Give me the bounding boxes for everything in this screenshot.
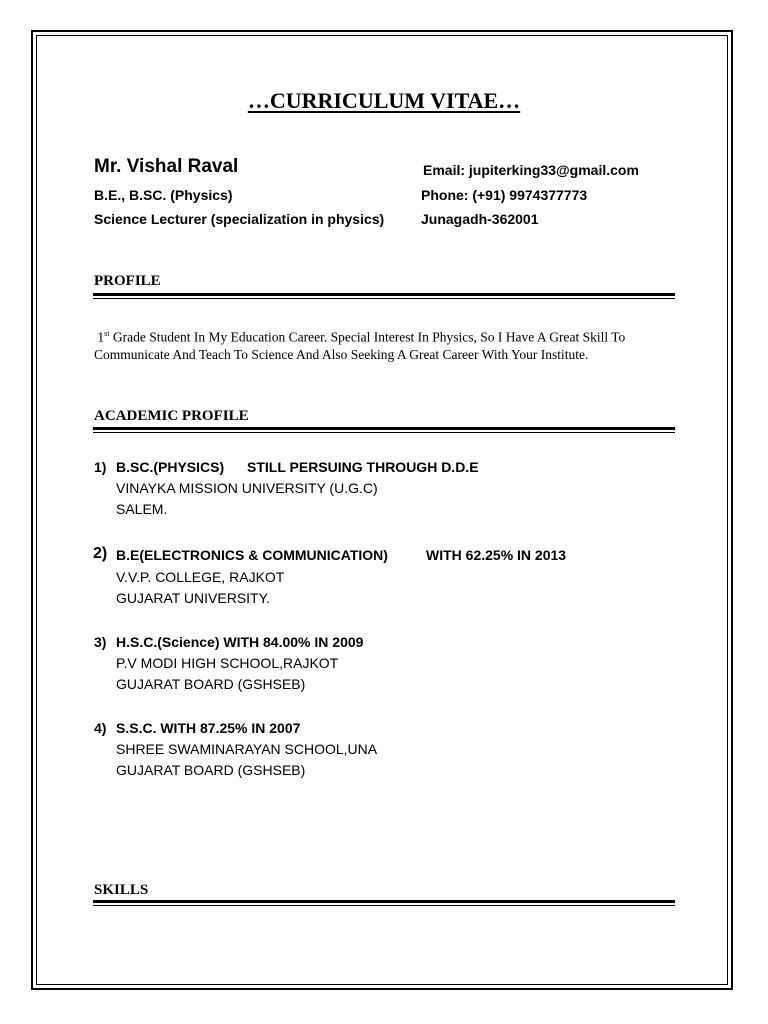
candidate-role: Science Lecturer (specialization in physics)	[94, 211, 385, 227]
academic-item-course: B.SC.(PHYSICS)	[116, 459, 225, 475]
profile-text: 1st Grade Student In My Education Career. Special Interest In Physics, So I Have A Great Skill To Communicate And Teach To Science And Also Seeking A Great Career With Your Institute.	[94, 329, 626, 362]
academic-item-detail: WITH 62.25% IN 2013	[426, 547, 567, 563]
academic-heading: ACADEMIC PROFILE	[94, 408, 249, 424]
contact-location: Junagadh-362001	[421, 211, 539, 227]
academic-item-course: S.S.C. WITH 87.25% IN 2007	[116, 720, 301, 736]
academic-item-number: 4)	[94, 720, 107, 736]
academic-item-number: 2)	[93, 545, 108, 562]
academic-item-institution: P.V MODI HIGH SCHOOL,RAJKOT	[116, 655, 339, 671]
skills-heading: SKILLS	[94, 882, 149, 898]
skills-rule-thick	[93, 900, 675, 903]
academic-item-course: H.S.C.(Science) WITH 84.00% IN 2009	[116, 634, 364, 650]
skills-rule-thin	[93, 905, 675, 906]
profile-rule-thin	[93, 298, 675, 299]
academic-item-location: SALEM.	[116, 501, 168, 517]
document-title: …CURRICULUM VITAE…	[247, 88, 521, 113]
profile-heading: PROFILE	[94, 273, 161, 289]
academic-item-location: GUJARAT BOARD (GSHSEB)	[116, 762, 306, 778]
candidate-name: Mr. Vishal Raval	[94, 156, 239, 177]
academic-item-detail: STILL PERSUING THROUGH D.D.E	[247, 459, 479, 475]
academic-item-institution: V.V.P. COLLEGE, RAJKOT	[116, 569, 285, 585]
academic-item-location: GUJARAT UNIVERSITY.	[116, 590, 271, 606]
contact-phone: Phone: (+91) 9974377773	[421, 187, 588, 203]
profile-rule-thick	[93, 293, 675, 296]
academic-rule-thin	[93, 432, 675, 433]
academic-item-institution: VINAYKA MISSION UNIVERSITY (U.G.C)	[116, 480, 378, 496]
academic-item-number: 3)	[94, 634, 107, 650]
academic-item-institution: SHREE SWAMINARAYAN SCHOOL,UNA	[116, 741, 378, 757]
contact-email: Email: jupiterking33@gmail.com	[423, 162, 639, 178]
academic-rule-thick	[93, 427, 675, 430]
academic-item-course: B.E(ELECTRONICS & COMMUNICATION)	[116, 547, 388, 563]
candidate-degree: B.E., B.SC. (Physics)	[94, 187, 233, 203]
academic-item-location: GUJARAT BOARD (GSHSEB)	[116, 676, 306, 692]
academic-item-number: 1)	[94, 459, 107, 475]
